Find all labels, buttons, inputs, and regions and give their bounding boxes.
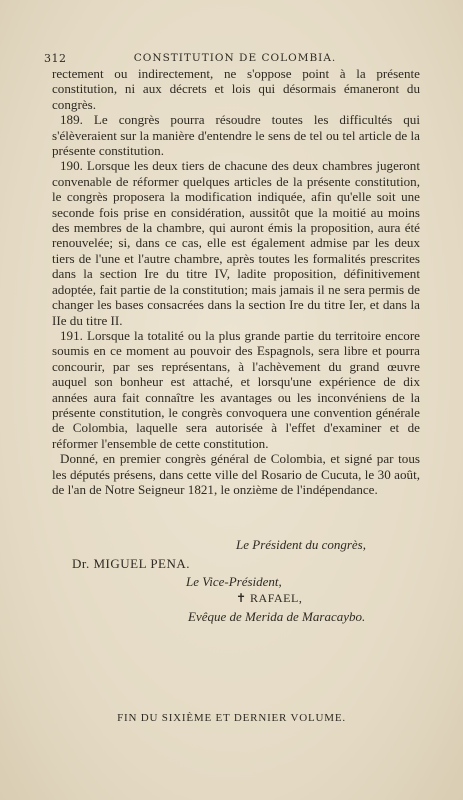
paragraph-continuation: rectement ou indirectement, ne s'oppose point à la présente constitution, ni aux décrets et lois qui désormais émaneront du congrès. — [52, 66, 420, 112]
page-number: 312 — [44, 52, 67, 65]
vice-president-role: Evêque de Merida de Maracaybo. — [188, 609, 366, 624]
president-title: Le Président du congrès, — [236, 537, 366, 552]
article-190: 190. Lorsque les deux tiers de chacune des deux chambres jugeront convenable de réformer quelques articles de la présente constitution, le congrès proposera la modification indiquée, afin qu'elle soit une seconde fois prise en considération, aussitôt que la moitié au moins des membres de la chambre, qui auront émis la proposition, aura été renouvelée; si, dans ce cas, elle est également admise par les deux tiers de l'une et l'autre chambre, après toutes les formalités prescrites dans la section Ire du titre IV, ladite proposition, définitivement adoptée, fait partie de la constitution; mais jamais il ne sera permis de changer les bases consacrées dans la section Ire du titre Ier, et dans la IIe du titre II. — [52, 158, 420, 328]
article-189: 189. Le congrès pourra résoudre toutes les difficultés qui s'élèveraient sur la manière d'entendre le sens de tel ou tel article de la présente constitution. — [52, 112, 420, 159]
end-of-volume-note: FIN DU SIXIÈME ET DERNIER VOLUME. — [117, 712, 346, 724]
body-text — [52, 66, 420, 497]
running-title: CONSTITUTION DE COLOMBIA. — [133, 52, 337, 64]
president-name: Dr. MIGUEL PENA. — [72, 556, 191, 571]
vice-president-name: ✝ RAFAEL, — [236, 591, 303, 605]
vice-president-title: Le Vice-Président, — [186, 574, 282, 589]
closing-paragraph: Donné, en premier congrès général de Colombia, et signé par tous les députés présens, dans cette ville del Rosario de Cucuta, le 30 août, de l'an de Notre Seigneur 1821, le onzième de l'indépendance. — [52, 451, 420, 497]
article-191: 191. Lorsque la totalité ou la plus grande partie du territoire encore soumis en ce moment au pouvoir des Espagnols, sera libre et pourra concourir, par ses représentans, à l'achèvement du grand œuvre auquel son bonheur est attaché, et lorsqu'une expérience de dix années aura fait connaître les avantages ou les inconvéniens de la présente constitution, le congrès convoquera une convention générale de Colombia, laquelle sera autorisée à l'effet d'examiner et de réformer l'ensemble de cette constitution. — [52, 327, 420, 451]
